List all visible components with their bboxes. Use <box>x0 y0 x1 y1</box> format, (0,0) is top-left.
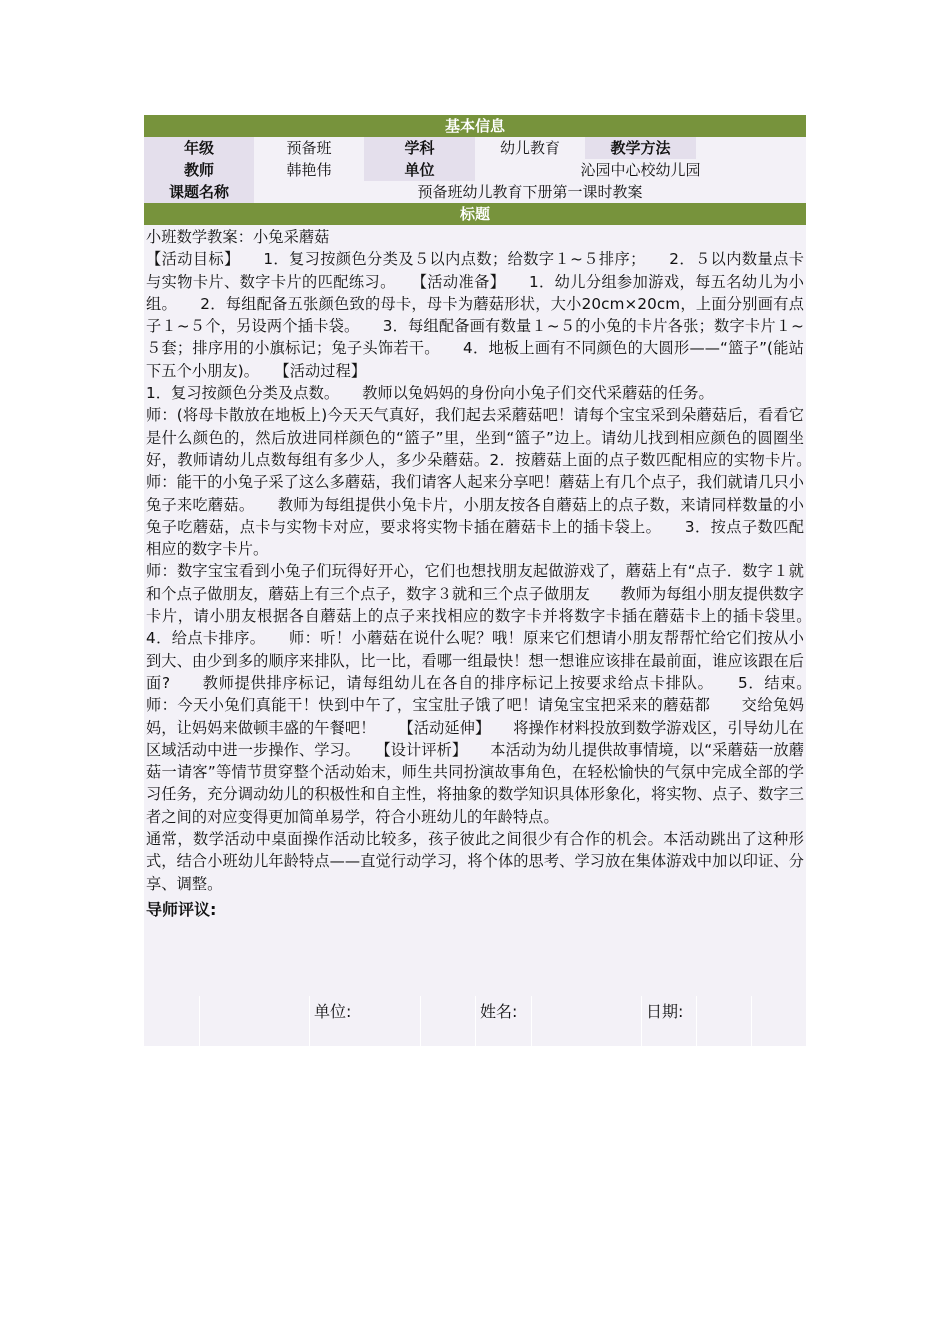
info-row-2 <box>144 159 806 181</box>
sign-cell-blank <box>531 996 641 1046</box>
course-value: 预备班幼儿教育下册第一课时教案 <box>254 181 806 203</box>
method-value <box>696 137 806 159</box>
sign-cell-blank <box>199 996 309 1046</box>
sign-date-label: 日期: <box>641 996 696 1046</box>
review-label: 导师评议: <box>144 897 806 921</box>
sign-name-label: 姓名: <box>475 996 531 1046</box>
lesson-paragraph: 师：数字宝宝看到小兔子们玩得好开心，它们也想找朋友起做游戏了，蘑菇上有“点子．数字１就和个点子做朋友，蘑菇上有三个点子，数字３就和三个点子做朋友 教师为每组小朋友提供数字卡片，请小朋友根据各自蘑菇上的点子来找相应的数字卡并将数字卡插在蘑菇卡上的插卡袋里。 4．给点卡排序。 师：听！小蘑菇在说什么呢？哦！原来它们想请小朋友帮帮忙给它们按从小到大、由少到多的顺序来排队，比一比，看哪一组最快！想一想谁应该排在最前面，谁应该跟在后面? 教师提供排序标记，请每组幼儿在各自的排序标记上按要求给点卡排队。 5．结束。 师：今天小兔们真能干！快到中午了，宝宝肚子饿了吧！请兔宝宝把采来的蘑菇都 交给兔妈妈，让妈妈来做顿丰盛的午餐吧！ 【活动延伸】 将操作材料投放到数学游戏区，引导幼儿在区域活动中进一步操作、学习。 【设计评析】 本活动为幼儿提供故事情境，以“采蘑菇一放蘑菇一请客”等情节贯穿整个活动始末，师生共同扮演故事角色，在轻松愉快的气氛中完成全部的学习任务，充分调动幼儿的积极性和自主性，将抽象的数学知识具体形象化，将实物、点子、数字三者之间的对应变得更加简单易学，符合小班幼儿的年龄特点。 <box>146 562 835 826</box>
review-space <box>144 921 806 996</box>
lesson-paragraph: 师：(将母卡散放在地板上)今天天气真好，我们起去采蘑菇吧！请每个宝宝采到朵蘑菇后，看看它是什么颜色的，然后放进同样颜色的“篮子”里，坐到“篮子”边上。请幼儿找到相应颜色的圆圈坐好，教师请幼儿点数每组有多少人，多少朵蘑菇。2．按蘑菇上面的点子数匹配相应的实物卡片。 师：能干的小兔子采了这么多蘑菇，我们请客人起来分享吧！蘑菇上有几个点子，我们就请几只小兔子来吃蘑菇。 教师为每组提供小兔卡片，小朋友按各自蘑菇上的点子数，来请同样数量的小兔子吃蘑菇，点卡与实物卡对应，要求将实物卡插在蘑菇卡上的插卡袋上。 3．按点子数匹配相应的数字卡片。 <box>146 406 835 559</box>
info-row-1 <box>144 137 806 159</box>
sign-cell-blank <box>751 996 806 1046</box>
subject-label: 学科 <box>364 137 475 159</box>
lesson-plan-sheet <box>144 115 835 1046</box>
course-label: 课题名称 <box>144 181 254 203</box>
unit-value: 沁园中心校幼儿园 <box>475 159 806 181</box>
subject-value: 幼儿教育 <box>475 137 585 159</box>
info-row-3 <box>144 181 806 203</box>
sign-cell-blank <box>696 996 751 1046</box>
lesson-paragraph: 1．复习按颜色分类及点数。 教师以兔妈妈的身份向小兔子们交代采蘑菇的任务。 <box>146 384 714 403</box>
lesson-body <box>144 225 835 897</box>
basic-info-header: 基本信息 <box>144 115 806 137</box>
lesson-title: 小班数学教案：小兔采蘑菇 <box>146 228 330 246</box>
lesson-paragraph: 【活动目标】 1．复习按颜色分类及５以内点数；给数字１~５排序； 2．５以内数量点卡与实物卡片、数字卡片的匹配练习。 【活动准备】 1．幼儿分组参加游戏，每五名幼儿为小组。 2．每组配备五张颜色致的母卡，母卡为蘑菇形状，大小20cm×20cm，上面分别画有点子１~５个，另设两个插卡袋。 3．每组配备画有数量１~５的小兔的卡片各张；数字卡片１~５套；排序用的小旗标记；兔子头饰若干。 4．地板上画有不同颜色的大圆形——“篮子”(能站下五个小朋友)。 【活动过程】 <box>146 250 804 380</box>
grade-value: 预备班 <box>254 137 364 159</box>
unit-label: 单位 <box>364 159 475 181</box>
lesson-paragraph: 通常，数学活动中桌面操作活动比较多，孩子彼此之间很少有合作的机会。本活动跳出了这种形式，结合小班幼儿年龄特点——直觉行动学习，将个体的思考、学习放在集体游戏中加以印证、分享、调整。 <box>146 830 804 893</box>
signature-row <box>144 996 806 1046</box>
teacher-label: 教师 <box>144 159 254 181</box>
method-label: 教学方法 <box>585 137 696 159</box>
teacher-value: 韩艳伟 <box>254 159 364 181</box>
sign-cell-blank <box>420 996 475 1046</box>
sign-unit-label: 单位: <box>309 996 420 1046</box>
title-header: 标题 <box>144 203 806 225</box>
grade-label: 年级 <box>144 137 254 159</box>
sign-cell-blank <box>144 996 199 1046</box>
